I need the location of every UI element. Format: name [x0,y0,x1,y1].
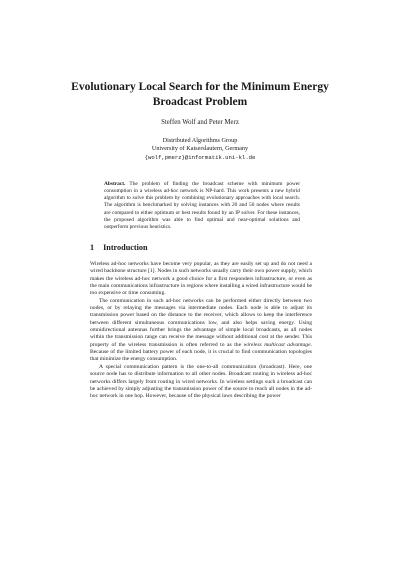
affiliation [60,137,340,162]
section-number: 1 [90,243,95,252]
affiliation-university: University of Kaiserslautern, Germany [151,145,249,153]
paragraph: Wireless ad-hoc networks have become very popular, as they are easily set up and do not need a wired backbone structure [1]. Nodes in such networks usually carry their own power supply, which makes the wireless ad-hoc network a good choice for a first responders infrastructure, or even as the main communications infrastructure in regions where installing a wired infrastructure would be too expensive or time consuming. [90,261,312,297]
affiliation-email: {wolf,pmerz}@informatik.uni-kl.de [144,153,256,161]
abstract [104,181,300,231]
paragraph: A special communication pattern is the one-to-all communication (broadcast). Here, one source node has to distribute information to all other nodes. Broadcast routing in wireless ad-hoc networks differs largely from routing in wired networks. In wireless settings such a broadcast can be achieved by simply adjusting the transmission power of the source to reach all nodes in the ad-hoc network in one hop. However, because of the physical laws describing the power [90,363,312,400]
section-title: Introduction [103,243,148,252]
paragraph-text: . Because of the limited battery power of each node, it is crucial to find communication topologies that minimize the energy consumption. [90,341,312,363]
paper-title: Evolutionary Local Search for the Minimum Energy Broadcast Problem [71,81,329,108]
affiliation-group: Distributed Algorithms Group [162,137,238,144]
abstract-text: The problem of finding the broadcast scheme with minimum power consumption in a wireless ad-hoc network is NP-hard. This work presents a new hybrid algorithm to solve this problem by combining evolutionary approaches with local search. The algorithm is benchmarked by solving instances with 20 and 50 nodes where results are compared to either optimum or best results found by an IP solver. For these instances, the proposed algorithm was able to find optimal and near-optimal solutions and outperform previous heuristics. [104,181,300,230]
paragraph [90,298,312,364]
emphasis-term: wireless multicast advantage [243,341,311,348]
section-body [90,261,312,401]
section-heading [90,243,148,252]
abstract-label: Abstract. [104,181,126,187]
paper-authors: Steffen Wolf and Peter Merz [161,119,239,126]
paragraph-text: The communication in such ad-hoc networks can be performed either directly between two nodes, or by relaying the messages via intermediate nodes. Each node is able to adjust its transmission power based on the distance to the receiver, which allows to keep the interference between different simultaneous communications low, and also helps saving energy. Using omnidirectional antennas further brings the advantage of simple local broadcasts, as all nodes within the transmission range can receive the message without additional cost at the sender. This property of the wireless transmission is often referred to as the [90,297,312,348]
